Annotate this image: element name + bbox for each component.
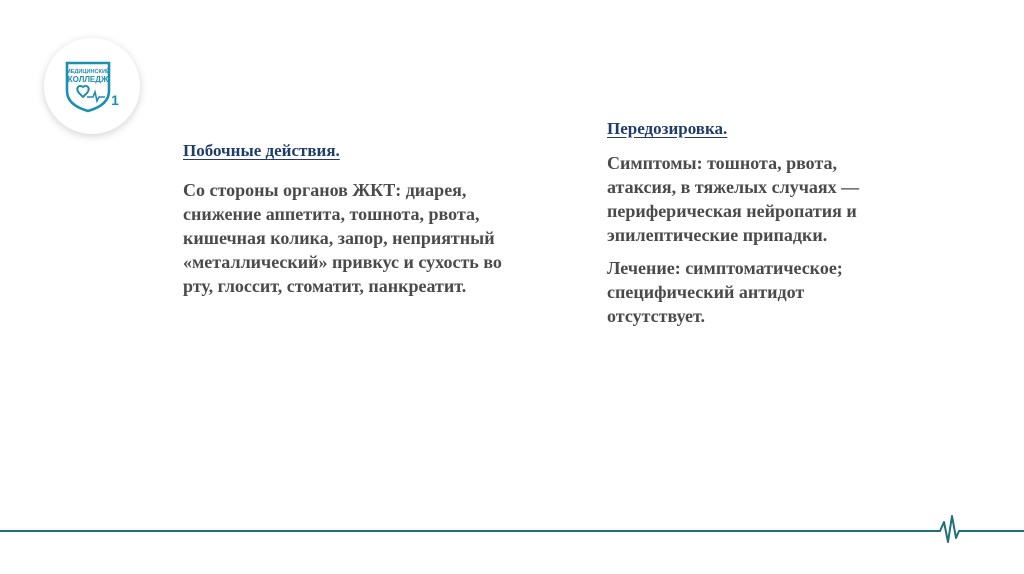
treatment-line: отсутствует. xyxy=(607,306,705,326)
symptoms-line: Симптомы: тошнота, рвота, xyxy=(607,153,838,173)
logo-emblem-icon xyxy=(57,57,127,115)
overdose-heading: Передозировка. xyxy=(607,119,728,138)
symptoms-line: периферическая нейропатия и xyxy=(607,201,857,221)
symptoms-line: эпилептические припадки. xyxy=(607,225,828,245)
logo-pulse-icon xyxy=(87,92,105,101)
side-effects-text xyxy=(183,178,583,298)
treatment-line: Лечение: симптоматическое; xyxy=(607,258,843,278)
side-effects-line: кишечная колика, запор, неприятный xyxy=(183,228,495,248)
side-effects-line: Со стороны органов ЖКТ: диарея, xyxy=(183,180,467,200)
side-effects-line: рту, глоссит, стоматит, панкреатит. xyxy=(183,276,467,296)
side-effects-heading: Побочные действия. xyxy=(183,141,340,160)
symptoms-line: атаксия, в тяжелых случаях — xyxy=(607,177,860,197)
side-effects-line: снижение аппетита, тошнота, рвота, xyxy=(183,204,480,224)
side-effects-line: «металлический» привкус и сухость во xyxy=(183,252,502,272)
treatment-line: специфический антидот xyxy=(607,282,805,302)
overdose-section xyxy=(607,118,937,328)
overdose-treatment xyxy=(607,256,937,328)
logo-text-line1: МЕДИЦИНСКИЙ xyxy=(65,69,111,75)
overdose-symptoms xyxy=(607,151,937,247)
logo-number: 1 xyxy=(111,92,119,108)
logo-heart-icon xyxy=(77,86,88,97)
pulse-line-decoration xyxy=(0,508,1024,548)
college-logo xyxy=(44,38,140,134)
side-effects-section xyxy=(183,140,583,298)
logo-text-line2: КОЛЛЕДЖ xyxy=(67,75,109,84)
pulse-line-icon xyxy=(0,516,1024,542)
